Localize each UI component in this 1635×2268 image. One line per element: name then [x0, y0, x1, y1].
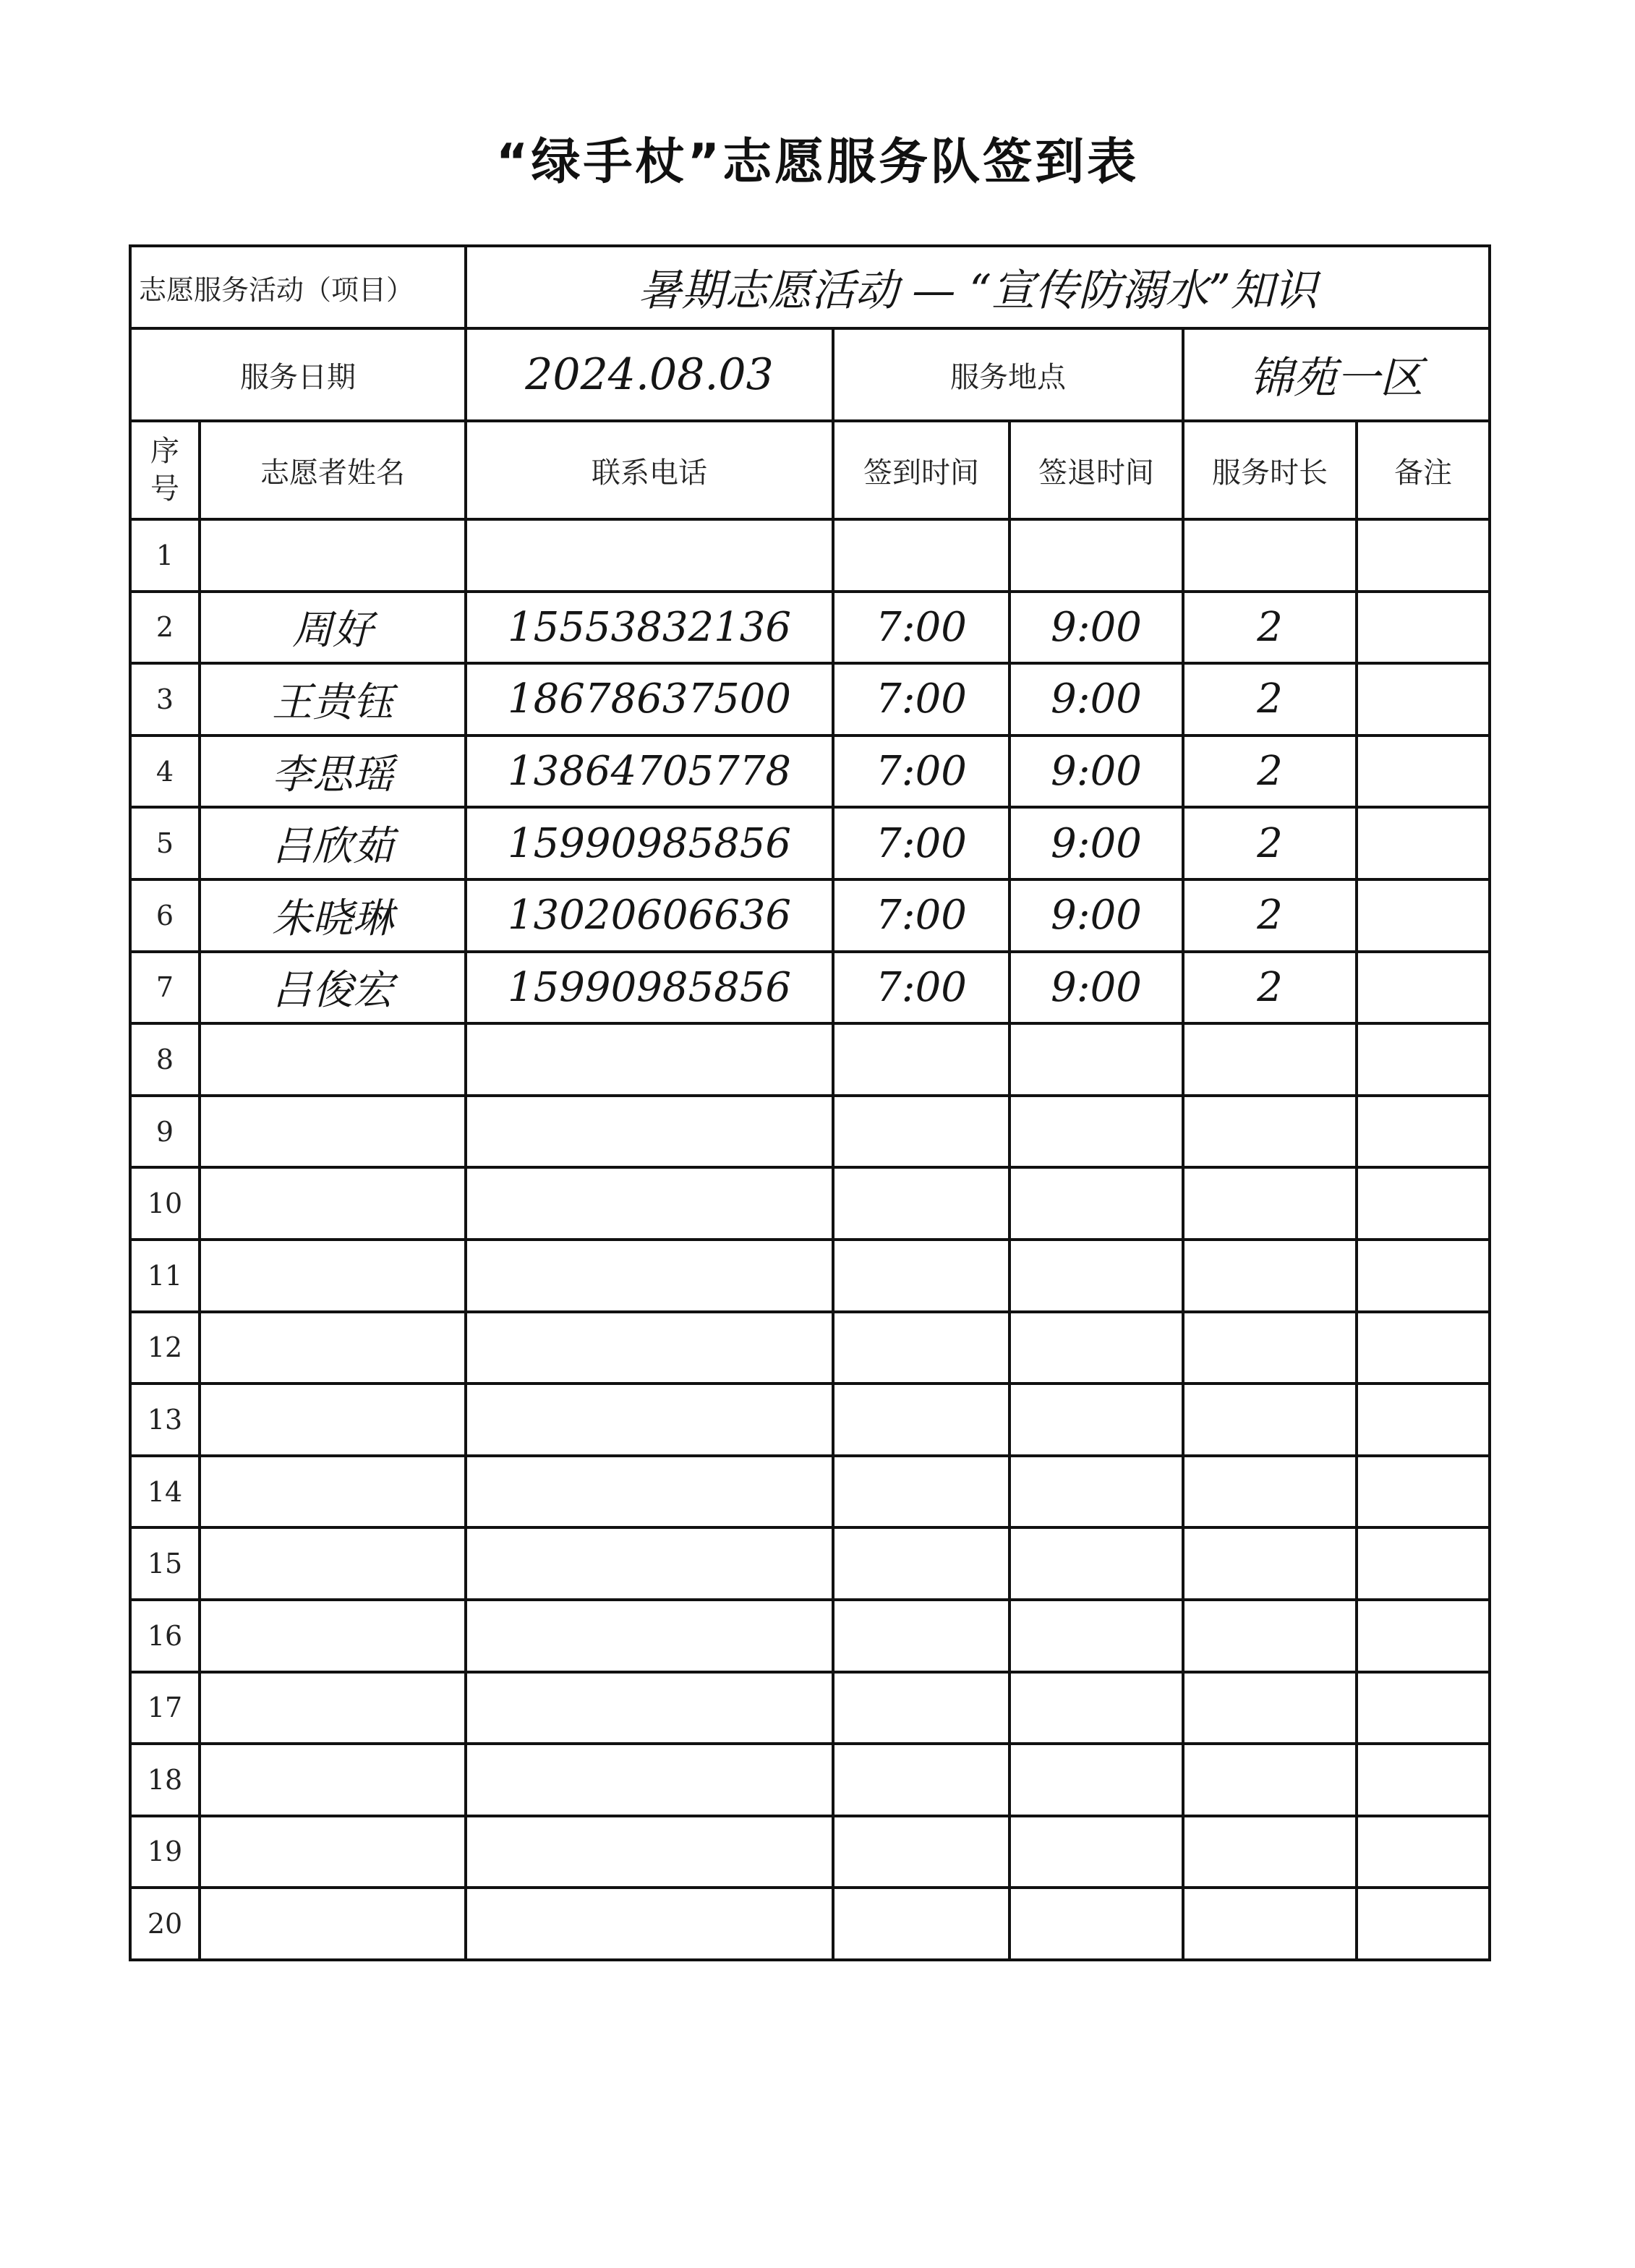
sign-in-time: 7:00 — [833, 736, 1009, 808]
sign-out-time: 9:00 — [1009, 736, 1183, 808]
sign-in-time — [833, 1888, 1009, 1960]
sign-in-time — [833, 519, 1009, 592]
row-number: 5 — [130, 807, 200, 879]
row-number: 2 — [130, 592, 200, 664]
phone-number: 13020606636 — [466, 879, 833, 952]
phone-number — [466, 1023, 833, 1096]
volunteer-name — [200, 1888, 466, 1960]
table-row — [130, 1816, 1490, 1888]
service-hours: 2 — [1183, 592, 1357, 664]
sign-out-time — [1009, 1527, 1183, 1600]
service-hours — [1183, 519, 1357, 592]
volunteer-name: 周好 — [200, 592, 466, 664]
service-hours — [1183, 1672, 1357, 1744]
volunteer-name — [200, 519, 466, 592]
sign-in-time — [833, 1023, 1009, 1096]
service-hours — [1183, 1816, 1357, 1888]
notes — [1357, 1888, 1490, 1960]
sign-in-time — [833, 1096, 1009, 1168]
table-row — [130, 1312, 1490, 1384]
phone-number — [466, 1816, 833, 1888]
service-hours — [1183, 1023, 1357, 1096]
table-row — [130, 592, 1490, 664]
table-row — [130, 1744, 1490, 1816]
row-number: 9 — [130, 1096, 200, 1168]
activity-label: 志愿服务活动（项目） — [130, 246, 466, 328]
sign-out-time: 9:00 — [1009, 952, 1183, 1024]
table-row — [130, 879, 1490, 952]
col-serial-line2: 号 — [150, 472, 179, 506]
sign-out-time: 9:00 — [1009, 663, 1183, 736]
notes — [1357, 1312, 1490, 1384]
sign-in-table — [129, 244, 1491, 1961]
phone-number — [466, 1527, 833, 1600]
row-number: 17 — [130, 1672, 200, 1744]
col-hours: 服务时长 — [1183, 421, 1357, 519]
table-row — [130, 1888, 1490, 1960]
date-label: 服务日期 — [130, 328, 466, 421]
sign-in-time — [833, 1744, 1009, 1816]
sign-out-time — [1009, 1240, 1183, 1312]
sign-in-time — [833, 1456, 1009, 1528]
col-serial-line1: 序 — [150, 435, 179, 468]
row-number: 6 — [130, 879, 200, 952]
row-number: 12 — [130, 1312, 200, 1384]
location-label: 服务地点 — [833, 328, 1183, 421]
sign-out-time — [1009, 1456, 1183, 1528]
notes — [1357, 807, 1490, 879]
phone-number: 15990985856 — [466, 807, 833, 879]
sign-out-time — [1009, 1167, 1183, 1240]
table-row — [130, 1240, 1490, 1312]
col-notes: 备注 — [1357, 421, 1490, 519]
table-row — [130, 1096, 1490, 1168]
volunteer-name — [200, 1600, 466, 1672]
col-name: 志愿者姓名 — [200, 421, 466, 519]
row-number: 15 — [130, 1527, 200, 1600]
phone-number: 15553832136 — [466, 592, 833, 664]
notes — [1357, 592, 1490, 664]
row-number: 14 — [130, 1456, 200, 1528]
notes — [1357, 1527, 1490, 1600]
phone-number — [466, 1384, 833, 1456]
service-hours — [1183, 1600, 1357, 1672]
row-number: 11 — [130, 1240, 200, 1312]
volunteer-name — [200, 1744, 466, 1816]
sign-in-time — [833, 1312, 1009, 1384]
col-sign-out: 签退时间 — [1009, 421, 1183, 519]
notes — [1357, 1816, 1490, 1888]
sign-out-time — [1009, 1816, 1183, 1888]
notes — [1357, 519, 1490, 592]
notes — [1357, 879, 1490, 952]
table-row — [130, 1600, 1490, 1672]
table-row — [130, 519, 1490, 592]
sign-in-time — [833, 1672, 1009, 1744]
volunteer-name — [200, 1527, 466, 1600]
date-value: 2024.08.03 — [466, 328, 833, 421]
volunteer-name — [200, 1816, 466, 1888]
table-row — [130, 1167, 1490, 1240]
notes — [1357, 1744, 1490, 1816]
sign-out-time — [1009, 1312, 1183, 1384]
row-number: 1 — [130, 519, 200, 592]
notes — [1357, 1240, 1490, 1312]
service-hours: 2 — [1183, 807, 1357, 879]
phone-number — [466, 1672, 833, 1744]
service-hours — [1183, 1167, 1357, 1240]
notes — [1357, 952, 1490, 1024]
sign-out-time: 9:00 — [1009, 807, 1183, 879]
phone-number: 15990985856 — [466, 952, 833, 1024]
table-row — [130, 1023, 1490, 1096]
sign-out-time — [1009, 1023, 1183, 1096]
activity-row — [130, 246, 1490, 328]
sign-in-time: 7:00 — [833, 663, 1009, 736]
service-hours — [1183, 1744, 1357, 1816]
sign-in-time: 7:00 — [833, 592, 1009, 664]
sign-out-time: 9:00 — [1009, 879, 1183, 952]
phone-number — [466, 1600, 833, 1672]
service-hours: 2 — [1183, 736, 1357, 808]
volunteer-name: 吕欣茹 — [200, 807, 466, 879]
notes — [1357, 1672, 1490, 1744]
phone-number — [466, 1240, 833, 1312]
volunteer-name: 朱晓琳 — [200, 879, 466, 952]
notes — [1357, 1600, 1490, 1672]
service-hours — [1183, 1384, 1357, 1456]
col-serial — [130, 421, 200, 519]
phone-number — [466, 1312, 833, 1384]
column-header-row — [130, 421, 1490, 519]
service-hours — [1183, 1527, 1357, 1600]
sign-out-time — [1009, 1888, 1183, 1960]
phone-number: 18678637500 — [466, 663, 833, 736]
sign-out-time — [1009, 1384, 1183, 1456]
sign-in-time — [833, 1600, 1009, 1672]
row-number: 19 — [130, 1816, 200, 1888]
table-row — [130, 736, 1490, 808]
service-hours: 2 — [1183, 952, 1357, 1024]
volunteer-name — [200, 1672, 466, 1744]
table-row — [130, 663, 1490, 736]
phone-number: 13864705778 — [466, 736, 833, 808]
sign-in-time: 7:00 — [833, 879, 1009, 952]
sign-out-time — [1009, 1744, 1183, 1816]
table-row — [130, 807, 1490, 879]
volunteer-name — [200, 1312, 466, 1384]
notes — [1357, 1096, 1490, 1168]
sign-in-time: 7:00 — [833, 952, 1009, 1024]
date-location-row — [130, 328, 1490, 421]
volunteer-name — [200, 1167, 466, 1240]
notes — [1357, 663, 1490, 736]
phone-number — [466, 1167, 833, 1240]
phone-number — [466, 1888, 833, 1960]
service-hours — [1183, 1312, 1357, 1384]
notes — [1357, 1167, 1490, 1240]
row-number: 7 — [130, 952, 200, 1024]
row-number: 18 — [130, 1744, 200, 1816]
volunteer-name — [200, 1023, 466, 1096]
sign-in-time — [833, 1527, 1009, 1600]
phone-number — [466, 1096, 833, 1168]
sign-in-time: 7:00 — [833, 807, 1009, 879]
volunteer-name: 李思瑶 — [200, 736, 466, 808]
volunteer-name: 吕俊宏 — [200, 952, 466, 1024]
service-hours — [1183, 1096, 1357, 1168]
row-number: 13 — [130, 1384, 200, 1456]
row-number: 4 — [130, 736, 200, 808]
table-row — [130, 1527, 1490, 1600]
service-hours: 2 — [1183, 663, 1357, 736]
volunteer-name — [200, 1240, 466, 1312]
volunteer-name: 王贵钰 — [200, 663, 466, 736]
table-row — [130, 1456, 1490, 1528]
sign-in-time — [833, 1384, 1009, 1456]
volunteer-name — [200, 1456, 466, 1528]
sign-in-time — [833, 1816, 1009, 1888]
sign-in-time — [833, 1240, 1009, 1312]
row-number: 10 — [130, 1167, 200, 1240]
sign-out-time: 9:00 — [1009, 592, 1183, 664]
row-number: 8 — [130, 1023, 200, 1096]
phone-number — [466, 1744, 833, 1816]
phone-number — [466, 519, 833, 592]
sign-in-time — [833, 1167, 1009, 1240]
service-hours — [1183, 1240, 1357, 1312]
volunteer-name — [200, 1096, 466, 1168]
sign-out-time — [1009, 1096, 1183, 1168]
row-number: 20 — [130, 1888, 200, 1960]
service-hours: 2 — [1183, 879, 1357, 952]
table-row — [130, 1672, 1490, 1744]
row-number: 3 — [130, 663, 200, 736]
service-hours — [1183, 1456, 1357, 1528]
location-value: 锦苑一区 — [1183, 328, 1490, 421]
phone-number — [466, 1456, 833, 1528]
volunteer-name — [200, 1384, 466, 1456]
table-row — [130, 952, 1490, 1024]
service-hours — [1183, 1888, 1357, 1960]
notes — [1357, 1384, 1490, 1456]
sign-out-time — [1009, 1672, 1183, 1744]
sign-out-time — [1009, 519, 1183, 592]
notes — [1357, 1456, 1490, 1528]
row-number: 16 — [130, 1600, 200, 1672]
notes — [1357, 736, 1490, 808]
col-sign-in: 签到时间 — [833, 421, 1009, 519]
table-row — [130, 1384, 1490, 1456]
form-title: “绿手杖”志愿服务队签到表 — [495, 134, 1140, 191]
notes — [1357, 1023, 1490, 1096]
sign-out-time — [1009, 1600, 1183, 1672]
activity-value: 暑期志愿活动 — “宣传防溺水”知识 — [466, 246, 1490, 328]
col-phone: 联系电话 — [466, 421, 833, 519]
